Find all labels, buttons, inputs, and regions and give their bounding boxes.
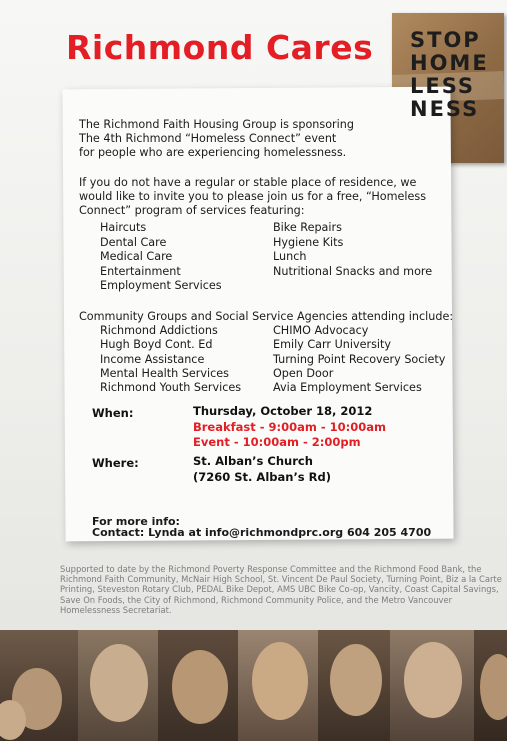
- intro-line: for people who are experiencing homelessness.: [79, 146, 347, 160]
- service-item: Lunch: [273, 250, 307, 263]
- venue-address: (7260 St. Alban’s Rd): [193, 470, 331, 484]
- portrait-photo: [158, 630, 238, 741]
- sponsors-text: Supported to date by the Richmond Poverty Response Committee and the Richmond Food Bank, the Richmond Faith Community, McNair High School, St. Vincent De Paul Society, Turning Point, Biz a la Carte Printing, Steveston Rotary Club, PEDAL Bike Depot, AMS UBC Bike Co-op, Vancity, Coast Capital Savings, Save On Foods, the City of Richmond, Richmond Community Police, and the Metro Vancouver Homelessness Secretariat.: [60, 564, 502, 615]
- more-info-label: For more info:: [92, 515, 180, 528]
- portrait-photo: [318, 630, 390, 741]
- invite-line: would like to invite you to please join us for a free, “Homeless: [79, 190, 427, 204]
- sign-line: STOP: [410, 28, 481, 52]
- invite-line: If you do not have a regular or stable place of residence, we: [79, 176, 417, 189]
- agencies-list-right: [273, 324, 445, 395]
- agency-item: Emily Carr University: [273, 338, 392, 352]
- service-item: Medical Care: [100, 250, 173, 263]
- services-list-left: [100, 221, 222, 294]
- when-label: When:: [92, 406, 134, 420]
- agency-item: Open Door: [273, 366, 334, 380]
- portrait-photo: [238, 630, 318, 741]
- event-time: Event - 10:00am - 2:00pm: [193, 435, 361, 449]
- where-label: Where:: [92, 456, 139, 470]
- more-info: [92, 516, 431, 538]
- service-item: Bike Repairs: [273, 221, 342, 234]
- intro-line: The 4th Richmond “Homeless Connect” event: [79, 132, 337, 146]
- invite-text: [79, 176, 451, 219]
- agencies-list-left: [100, 324, 241, 395]
- agency-item: Richmond Addictions: [100, 324, 218, 337]
- agency-item: Turning Point Recovery Society: [273, 352, 446, 366]
- portrait-photo: [390, 630, 474, 741]
- sign-line: NESS: [410, 97, 480, 121]
- venue-name: St. Alban’s Church: [193, 454, 313, 468]
- contact-line: Contact: Lynda at info@richmondprc.org 604 205 4700: [92, 526, 432, 539]
- portrait-photo: [0, 630, 78, 741]
- service-item: Hygiene Kits: [273, 235, 344, 249]
- intro-line: The Richmond Faith Housing Group is sponsoring: [79, 118, 354, 131]
- event-date: Thursday, October 18, 2012: [193, 404, 373, 418]
- service-item: Dental Care: [100, 235, 167, 249]
- agency-item: CHIMO Advocacy: [273, 324, 369, 337]
- agency-item: Mental Health Services: [100, 366, 230, 380]
- agency-item: Hugh Boyd Cont. Ed: [100, 338, 213, 352]
- intro-text: [79, 118, 439, 161]
- sign-line: LESS: [410, 74, 476, 98]
- sign-line: HOME: [410, 51, 489, 75]
- service-item: Entertainment: [100, 264, 181, 278]
- service-item: Haircuts: [100, 221, 147, 234]
- invite-line: Connect” program of services featuring:: [79, 204, 305, 218]
- portrait-photo: [78, 630, 158, 741]
- agencies-heading: Community Groups and Social Service Agencies attending include:: [79, 310, 454, 323]
- portrait-photo-strip: [0, 630, 507, 741]
- agency-item: Avia Employment Services: [273, 381, 422, 395]
- agency-item: Richmond Youth Services: [100, 381, 242, 395]
- services-list-right: [273, 221, 432, 279]
- service-item: Employment Services: [100, 279, 222, 292]
- service-item: Nutritional Snacks and more: [273, 264, 433, 278]
- agency-item: Income Assistance: [100, 352, 205, 366]
- portrait-photo: [474, 630, 507, 741]
- breakfast-time: Breakfast - 9:00am - 10:00am: [193, 420, 387, 434]
- page-title: Richmond Cares: [66, 28, 374, 67]
